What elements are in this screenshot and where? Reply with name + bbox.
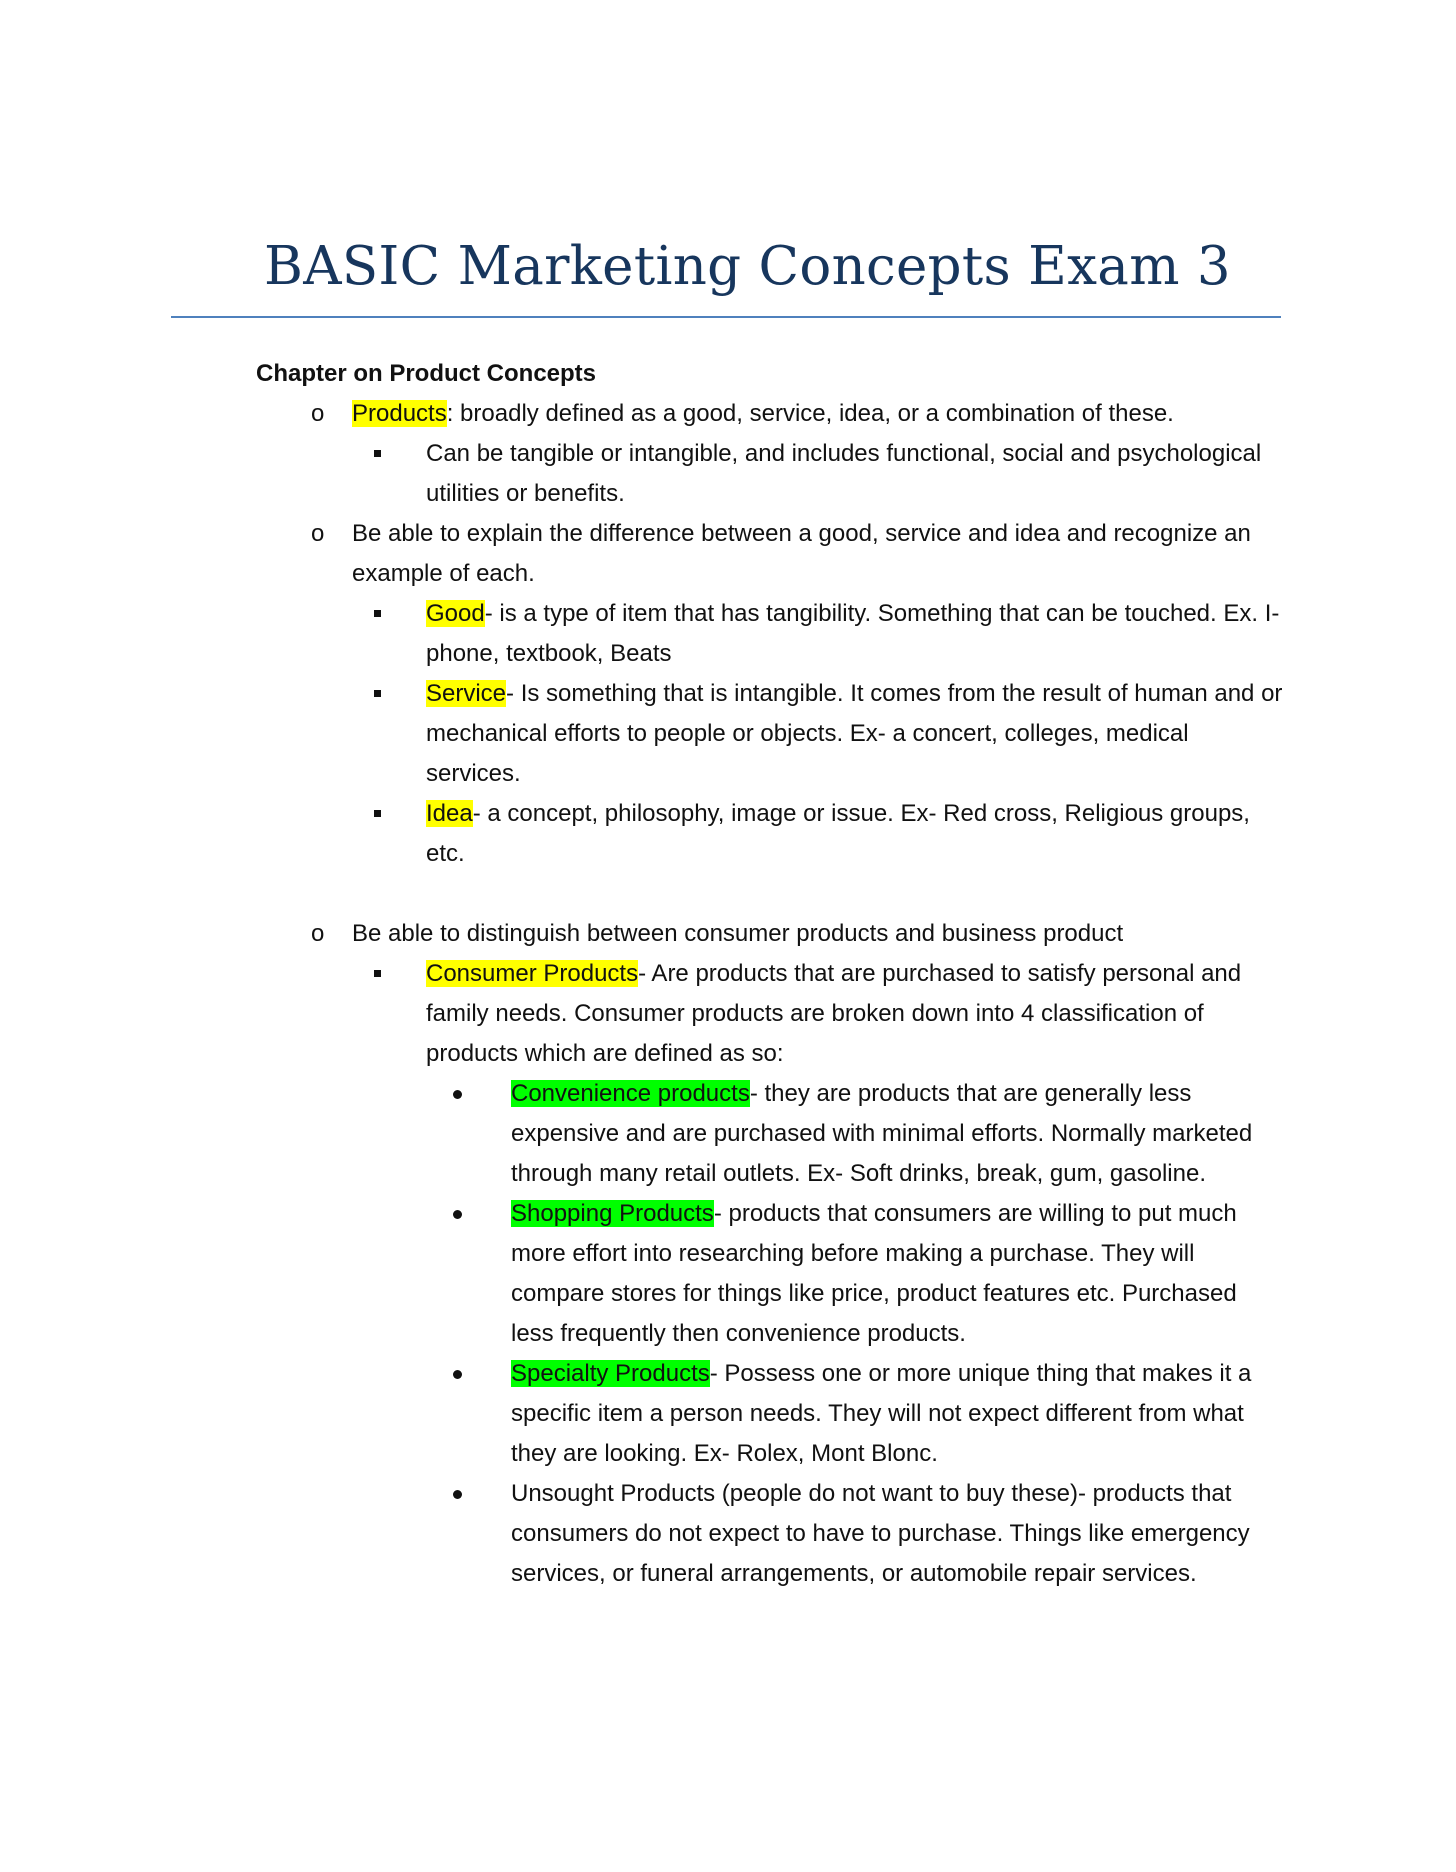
item-text: Be able to explain the difference between a good, service and idea and recognize an example of each. — [352, 520, 1251, 587]
item-text: - products that consumers are willing to put much more effort into researching before making a purchase. They will compare stores for things like price, product features etc. Purchased less frequently then convenience products. — [511, 1200, 1237, 1347]
item-text: Be able to distinguish between consumer products and business product — [352, 920, 1124, 947]
item-text: Unsought Products (people do not want to buy these)- products that consumers do not expect to have to purchase. Things like emergency services, or funeral arrangements, or automobile repair services. — [511, 1480, 1250, 1587]
list-item-specialty — [426, 1354, 1286, 1474]
list-item-good — [352, 594, 1286, 674]
title-underline — [171, 316, 1281, 318]
list-item — [352, 434, 1286, 514]
list-item-consumer-products — [352, 954, 1286, 1594]
item-text: - Is something that is intangible. It comes from the result of human and or mechanical efforts to people or objects. Ex- a concert, colleges, medical services. — [426, 680, 1283, 787]
list-item-convenience — [426, 1074, 1286, 1194]
square-bullet-icon — [374, 450, 381, 457]
circle-bullet-icon: o — [311, 520, 325, 547]
round-bullet-icon — [453, 1210, 462, 1219]
highlighted-term: Service — [426, 680, 507, 707]
circle-bullet-icon: o — [311, 920, 325, 947]
square-bullet-icon — [374, 610, 381, 617]
highlighted-term: Specialty Products — [511, 1360, 710, 1387]
outline-level-2 — [352, 954, 1286, 1594]
highlighted-term: Convenience products — [511, 1080, 750, 1107]
document-body — [256, 354, 1286, 1594]
outline-level-2 — [352, 434, 1286, 514]
list-item-service — [352, 674, 1286, 794]
list-item-distinguish — [256, 914, 1286, 1594]
item-text: - they are products that are generally less expensive and are purchased with minimal efforts. Normally marketed through many retail outlets. Ex- Soft drinks, break, gum, gasoline. — [511, 1080, 1253, 1187]
highlighted-term: Idea — [426, 800, 473, 827]
highlighted-term: Good — [426, 600, 485, 627]
section-heading: Chapter on Product Concepts — [256, 360, 597, 387]
list-item-products — [256, 394, 1286, 514]
square-bullet-icon — [374, 970, 381, 977]
highlighted-term: Shopping Products — [511, 1200, 714, 1227]
square-bullet-icon — [374, 810, 381, 817]
item-text: : broadly defined as a good, service, idea, or a combination of these. — [446, 400, 1174, 427]
document-title: BASIC Marketing Concepts Exam 3 — [264, 236, 1231, 297]
item-text: Can be tangible or intangible, and includes functional, social and psychological utilities or benefits. — [426, 440, 1262, 507]
round-bullet-icon — [453, 1090, 462, 1099]
item-text: - Possess one or more unique thing that makes it a specific item a person needs. They will not expect different from what they are looking. Ex- Rolex, Mont Blonc. — [511, 1360, 1252, 1467]
list-item-unsought — [426, 1474, 1286, 1594]
highlighted-term: Consumer Products — [426, 960, 639, 987]
outline-level-1 — [256, 394, 1286, 1594]
list-item-shopping — [426, 1194, 1286, 1354]
round-bullet-icon — [453, 1370, 462, 1379]
item-text: - a concept, philosophy, image or issue. Ex- Red cross, Religious groups, etc. — [426, 800, 1250, 867]
item-text: - Are products that are purchased to satisfy personal and family needs. Consumer products are broken down into 4 classification of products which are defined as so: — [426, 960, 1242, 1067]
square-bullet-icon — [374, 690, 381, 697]
outline-level-3 — [426, 1074, 1286, 1594]
list-item-idea — [352, 794, 1286, 874]
list-item-explain — [256, 514, 1286, 874]
item-text: - is a type of item that has tangibility. Something that can be touched. Ex. I-phone, textbook, Beats — [426, 600, 1280, 667]
highlighted-term: Products — [352, 400, 447, 427]
outline-level-2 — [352, 594, 1286, 874]
circle-bullet-icon: o — [311, 400, 325, 427]
round-bullet-icon — [453, 1490, 462, 1499]
